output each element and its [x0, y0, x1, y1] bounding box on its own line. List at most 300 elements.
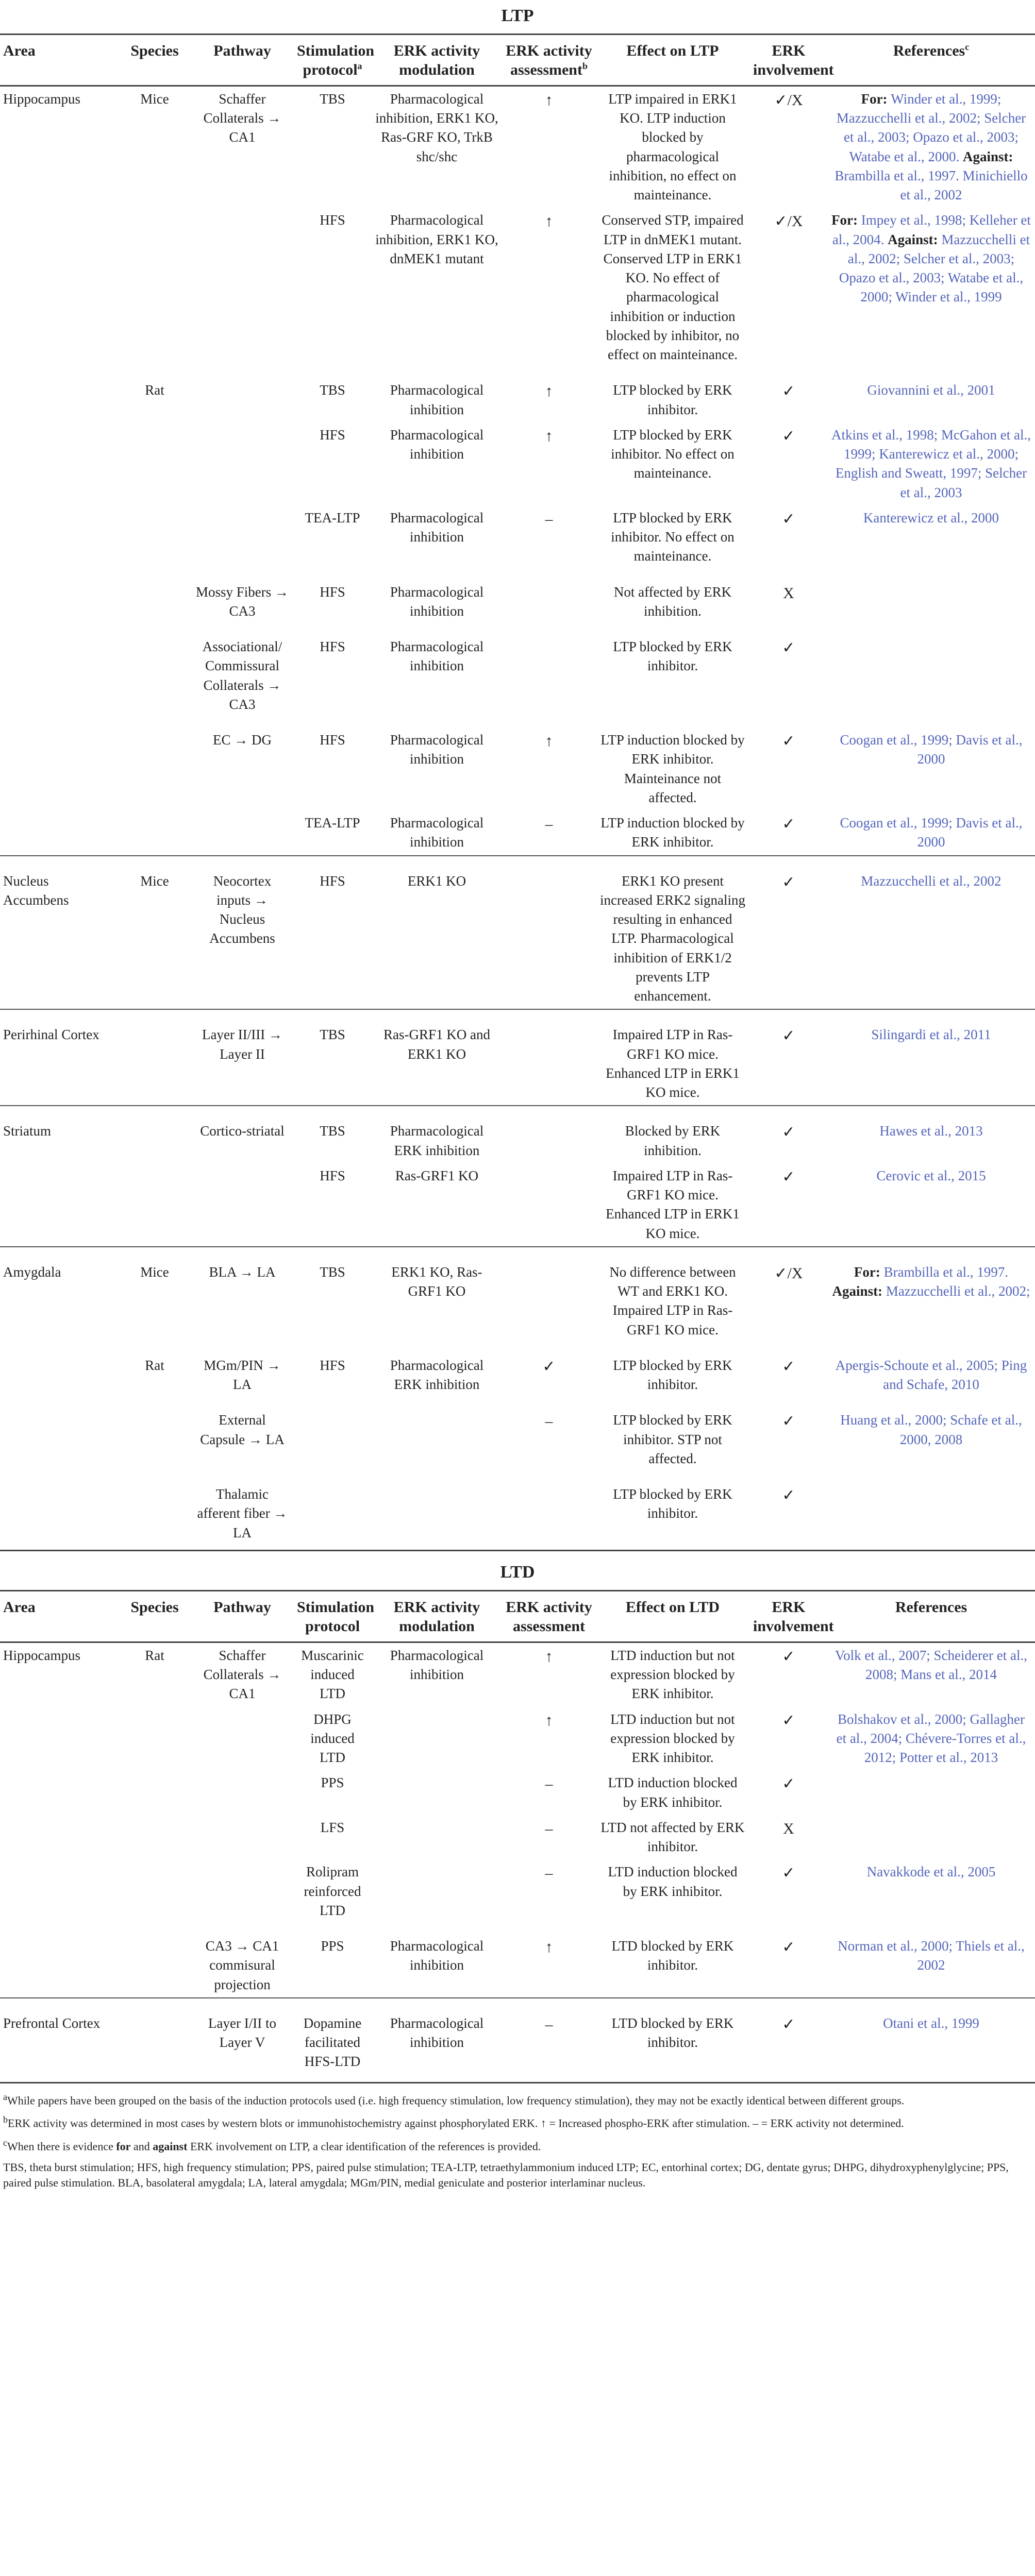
cell-effect: LTD not affected by ERK inhibitor. [600, 1819, 745, 1855]
reference-link[interactable]: Mazzucchelli et al., 2002; [886, 1283, 1030, 1299]
cell-assessment: ↑ [545, 733, 553, 750]
reference-link[interactable]: Giovannini et al., 2001 [867, 382, 995, 398]
cell-area: Striatum [0, 1106, 119, 1163]
reference-link[interactable]: Gallagher et al., 2004; [836, 1711, 1025, 1746]
cell-involvement: ✓ [782, 1775, 795, 1793]
col-header-involvement: ERK involvement [750, 35, 827, 86]
cell-protocol: HFS [320, 732, 345, 748]
cell-protocol: TEA-LTP [305, 815, 360, 831]
table-row [0, 1923, 1035, 1998]
cell-involvement: ✓ [782, 1711, 795, 1729]
cell-effect: LTD induction blocked by ERK inhibitor. [608, 1775, 738, 1810]
cell-involvement: ✓ [782, 1648, 795, 1665]
col-header-effect: Effect on LTD [595, 1591, 750, 1642]
cell-references [827, 624, 1035, 717]
col-header-pathway: Pathway [191, 1591, 294, 1642]
table-row [0, 86, 1035, 208]
col-header-species: Species [119, 1591, 191, 1642]
cell-species [119, 1009, 191, 1106]
cell-modulation [371, 1770, 503, 1815]
cell-assessment: – [545, 510, 553, 528]
cell-involvement: ✓ [782, 1413, 795, 1430]
cell-assessment: – [503, 1998, 595, 2075]
cell-references [827, 1815, 1035, 1860]
cell-pathway: External Capsule → LA [200, 1412, 285, 1447]
cell-effect: Not affected by ERK inhibition. [613, 584, 732, 619]
cell-pathway: Mossy Fibers → CA3 [195, 584, 289, 619]
cell-modulation: Pharmacological inhibition [390, 639, 484, 674]
cell-references [827, 856, 1035, 1010]
reference-link[interactable]: Kelleher et al., 2004. [832, 212, 1031, 247]
cell-pathway: Neocortex inputs → Nucleus Accumbens [191, 856, 294, 1010]
cell-references [827, 422, 1035, 505]
cell-area [0, 569, 119, 624]
cell-modulation: Pharmacological inhibition [390, 815, 484, 850]
cell-modulation: Pharmacological inhibition [390, 382, 484, 417]
cell-species: Mice [119, 856, 191, 1010]
cell-involvement: ✓ [782, 1358, 795, 1375]
cell-involvement: ✓ [782, 427, 795, 445]
table-row [0, 1106, 1035, 1163]
reference-link[interactable]: Atkins et al., 1998; [831, 427, 942, 443]
cell-references [827, 208, 1035, 367]
cell-protocol: Rolipram reinforced LTD [304, 1864, 361, 1918]
col-header-effect: Effect on LTP [595, 35, 750, 86]
cell-modulation: Pharmacological inhibition [390, 1938, 484, 1973]
cell-effect: LTP blocked by ERK inhibitor. [613, 639, 732, 674]
ltp-header-row [0, 35, 1035, 86]
table-footnotes [0, 2082, 1035, 2191]
cell-species [119, 1998, 191, 2075]
cell-references [827, 717, 1035, 810]
reference-link[interactable]: Opazo et al., 2003; [839, 270, 948, 286]
reference-link[interactable]: Winder et al., 1999; [891, 91, 1001, 107]
ltp-table-body [0, 86, 1035, 1546]
cell-species [119, 1923, 191, 1998]
cell-assessment: ↑ [545, 91, 553, 109]
cell-assessment: ↑ [545, 427, 553, 445]
cell-involvement: X [783, 1820, 794, 1837]
reference-link[interactable]: Ping and Schafe, 2010 [883, 1357, 1027, 1393]
cell-protocol: HFS [320, 427, 345, 443]
table-row [0, 367, 1035, 422]
cell-protocol: Dopamine facilitated HFS-LTD [294, 1998, 371, 2075]
cell-protocol: DHPG induced LTD [310, 1711, 355, 1766]
cell-assessment: ↑ [545, 1939, 553, 1956]
cell-modulation: Ras-GRF1 KO and ERK1 KO [371, 1009, 503, 1106]
cell-involvement: ✓ [750, 856, 827, 1010]
reference-link[interactable]: Brambilla et al., 1997. [883, 1264, 1009, 1280]
cell-references [827, 1343, 1035, 1398]
cell-pathway [191, 505, 294, 569]
cell-effect: LTP blocked by ERK inhibitor. STP not affected. [613, 1412, 732, 1466]
cell-pathway [191, 367, 294, 422]
cell-protocol [294, 1471, 371, 1546]
reference-link[interactable]: Scheiderer et al., 2008; [865, 1647, 1027, 1683]
col-header-modulation: ERK activity modulation [371, 1591, 503, 1642]
cell-species [119, 1106, 191, 1163]
cell-involvement: ✓ [782, 1487, 795, 1504]
cell-references [827, 86, 1035, 208]
table-row [0, 1163, 1035, 1247]
reference-link[interactable]: Mazzucchelli et al., 2002; [847, 231, 1030, 266]
reference-link[interactable]: Selcher et al., 2003; [903, 250, 1015, 266]
cell-area [0, 1770, 119, 1815]
reference-link[interactable]: Watabe et al., 2000; [860, 270, 1024, 305]
cell-area: Prefrontal Cortex [0, 1998, 119, 2075]
cell-modulation: Pharmacological inhibition [390, 584, 484, 619]
cell-area [0, 422, 119, 505]
cell-involvement: ✓ [750, 1106, 827, 1163]
cell-effect: LTD blocked by ERK inhibitor. [595, 1998, 750, 2075]
cell-references [827, 1247, 1035, 1343]
reference-group-label: For: [861, 91, 891, 107]
cell-effect: Blocked by ERK inhibition. [595, 1106, 750, 1163]
cell-protocol: TBS [294, 1106, 371, 1163]
col-header-involvement: ERK involvement [750, 1591, 827, 1642]
cell-involvement: ✓ [782, 510, 795, 528]
col-header-references: References$^c$ [827, 35, 1035, 86]
table-row [0, 208, 1035, 367]
cell-assessment: ↑ [545, 1648, 553, 1665]
cell-references [827, 505, 1035, 569]
reference-link[interactable]: Volk et al., 2007; [835, 1647, 934, 1663]
cell-modulation: Ras-GRF1 KO [395, 1167, 479, 1183]
reference-link[interactable]: Cerovic et al., 2015 [876, 1167, 986, 1183]
cell-protocol: HFS [320, 1357, 345, 1373]
cell-modulation: ERK1 KO [371, 856, 503, 1010]
cell-species [119, 505, 191, 569]
table-row [0, 1770, 1035, 1815]
cell-assessment [503, 624, 595, 717]
table-row [0, 717, 1035, 810]
reference-link[interactable]: Norman et al., 2000; [838, 1938, 956, 1954]
cell-effect: Impaired LTP in Ras-GRF1 KO mice. Enhanced LTP in ERK1 KO mice. [606, 1167, 740, 1241]
col-header-area: Area [0, 1591, 119, 1642]
cell-species [119, 422, 191, 505]
cell-species [119, 208, 191, 367]
cell-effect: LTP blocked by ERK inhibitor. [613, 1357, 732, 1393]
cell-involvement: ✓ [782, 1939, 795, 1956]
table-row [0, 1642, 1035, 1706]
cell-area: Amygdala [0, 1247, 119, 1343]
cell-assessment [503, 1471, 595, 1546]
cell-references [827, 1770, 1035, 1815]
reference-link[interactable]: Bolshakov et al., 2000; [838, 1711, 970, 1727]
cell-involvement: ✓/X [774, 91, 803, 109]
ltd-section-title: LTD [0, 1550, 1035, 1591]
reference-link[interactable]: Apergis-Schoute et al., 2005; [835, 1357, 1001, 1373]
cell-effect: LTP impaired in ERK1 KO. LTP induction blocked by pharmacological inhibition, no effect on mainteinance. [608, 91, 737, 203]
cell-assessment [503, 1247, 595, 1343]
cell-modulation: Pharmacological inhibition [390, 427, 484, 462]
cell-involvement: ✓ [782, 383, 795, 400]
ltd-table [0, 1591, 1035, 2075]
footnote-abbreviations: TBS, theta burst stimulation; HFS, high frequency stimulation; PPS, paired pulse stimulation; TEA-LTP, tetraethylammonium induced LTP; EC, entorhinal cortex; DG, dentate gyrus; DHPG, dihydroxyphenylglycine; PPS, paired pulse stimulation. BLA, basolateral amygdala; LA, lateral amygdala; MGm/PIN, medial geniculate and posterior interlaminar nucleus. [3, 2160, 1009, 2189]
cell-protocol: PPS [321, 1938, 344, 1954]
reference-link[interactable]: Silingardi et al., 2011 [871, 1027, 991, 1043]
table-row [0, 1009, 1035, 1106]
ltp-table [0, 35, 1035, 1546]
table-row [0, 1815, 1035, 1860]
reference-link[interactable]: Huang et al., 2000; [840, 1412, 950, 1428]
reference-link[interactable]: Schafe et al., 2000, 2008 [899, 1412, 1022, 1447]
cell-effect: LTP blocked by ERK inhibitor. [613, 1486, 732, 1521]
cell-assessment: – [545, 1775, 553, 1793]
cell-protocol: LFS [320, 1819, 345, 1835]
reference-group-label: Against: [832, 1283, 886, 1299]
cell-species: Rat [145, 382, 164, 398]
cell-involvement: ✓ [782, 1168, 795, 1185]
cell-references [827, 1707, 1035, 1771]
cell-species [119, 1815, 191, 1860]
cell-effect: LTD induction but not expression blocked by ERK inhibitor. [610, 1647, 735, 1702]
cell-area [0, 1163, 119, 1247]
table-row [0, 505, 1035, 569]
cell-references [827, 1106, 1035, 1163]
cell-modulation [371, 1707, 503, 1771]
cell-effect: LTD induction blocked by ERK inhibitor. [608, 1864, 738, 1899]
ltp-section-title: LTP [0, 0, 1035, 35]
cell-modulation [371, 1815, 503, 1860]
cell-species [119, 1471, 191, 1546]
cell-pathway: Layer II/III → Layer II [191, 1009, 294, 1106]
cell-protocol: TBS [294, 1009, 371, 1106]
cell-area [0, 717, 119, 810]
col-header-area: Area [0, 35, 119, 86]
ltd-table-body [0, 1642, 1035, 2074]
reference-link[interactable]: Selcher et al., 2003 [900, 465, 1027, 500]
cell-assessment [503, 569, 595, 624]
footnote-c: $^c$When there is evidence for and against ERK involvement on LTP, a clear identification of the references is provided. [3, 2137, 541, 2153]
cell-pathway: Thalamic afferent fiber → LA [197, 1486, 288, 1540]
cell-area [0, 1471, 119, 1546]
cell-species: Rat [145, 1357, 164, 1373]
cell-pathway: EC → DG [213, 732, 272, 748]
cell-assessment [503, 1009, 595, 1106]
cell-effect: No difference between WT and ERK1 KO. Impaired LTP in Ras-GRF1 KO mice. [595, 1247, 750, 1343]
reference-link[interactable]: Selcher et al., 2003; [844, 110, 1026, 145]
cell-protocol: TEA-LTP [305, 510, 360, 526]
cell-species [119, 624, 191, 717]
reference-link[interactable]: Davis et al., 2000 [917, 732, 1023, 767]
cell-protocol: TBS [294, 1247, 371, 1343]
reference-link[interactable]: Chévere-Torres et al., 2012; [864, 1730, 1026, 1766]
reference-link[interactable]: English and Sweatt, 1997; [835, 465, 986, 481]
cell-effect: LTP blocked by ERK inhibitor. [613, 382, 732, 417]
cell-area [0, 1343, 119, 1398]
cell-protocol: HFS [320, 1167, 345, 1183]
cell-pathway: Associational/ Commissural Collaterals → CA3 [202, 639, 282, 712]
table-row [0, 1247, 1035, 1343]
cell-modulation: Pharmacological inhibition [390, 510, 484, 545]
cell-references [827, 1471, 1035, 1546]
cell-references [827, 810, 1035, 856]
reference-link[interactable]: Mans et al., 2014 [900, 1667, 997, 1683]
cell-assessment: – [545, 1820, 553, 1837]
reference-link[interactable]: Navakkode et al., 2005 [866, 1864, 996, 1880]
cell-references [827, 1009, 1035, 1106]
reference-link[interactable]: Mazzucchelli et al., 2002; [836, 110, 984, 126]
cell-pathway [191, 1815, 294, 1860]
cell-involvement: ✓ [750, 1009, 827, 1106]
table-row [0, 1998, 1035, 2075]
table-row [0, 422, 1035, 505]
cell-references [827, 1923, 1035, 1998]
cell-modulation [371, 1397, 503, 1471]
reference-group-label: Against: [888, 231, 942, 247]
cell-pathway: CA3 → CA1 commisural projection [205, 1938, 279, 1992]
reference-group-label: For: [854, 1264, 884, 1280]
cell-modulation: Pharmacological inhibition, ERK1 KO, Ras-GRF KO, TrkB shc/shc [375, 91, 498, 164]
table-row [0, 624, 1035, 717]
reference-link[interactable]: Mazzucchelli et al., 2002 [861, 873, 1001, 889]
cell-protocol: Muscarinic induced LTD [301, 1647, 364, 1702]
col-header-pathway: Pathway [191, 35, 294, 86]
cell-references [827, 1163, 1035, 1247]
cell-area [0, 1707, 119, 1771]
reference-group-label: Against: [962, 148, 1013, 164]
cell-modulation [371, 1859, 503, 1923]
cell-pathway [191, 810, 294, 856]
cell-species [119, 569, 191, 624]
cell-effect: LTD induction but not expression blocked by ERK inhibitor. [610, 1711, 735, 1766]
cell-effect: LTP blocked by ERK inhibitor. No effect on mainteinance. [611, 510, 734, 564]
cell-assessment: – [545, 1413, 553, 1430]
cell-pathway [191, 1707, 294, 1771]
cell-species [119, 1707, 191, 1771]
col-header-references: References [827, 1591, 1035, 1642]
cell-pathway: MGm/PIN → LA [204, 1357, 281, 1393]
cell-effect: LTP induction blocked by ERK inhibitor. [600, 815, 745, 850]
cell-modulation: Pharmacological inhibition [390, 732, 484, 767]
cell-references [827, 569, 1035, 624]
reference-link[interactable]: Watabe et al., 2000. [849, 148, 963, 164]
table-row [0, 1859, 1035, 1923]
cell-protocol: HFS [320, 639, 345, 655]
cell-references [827, 367, 1035, 422]
cell-modulation: Pharmacological inhibition, ERK1 KO, dnMEK1 mutant [375, 212, 498, 266]
cell-assessment [503, 1163, 595, 1247]
table-row [0, 856, 1035, 1010]
cell-protocol: HFS [294, 856, 371, 1010]
cell-protocol: PPS [321, 1775, 344, 1791]
col-header-protocol: Stimulation protocol [294, 1591, 371, 1642]
reference-link[interactable]: Otani et al., 1999 [883, 2015, 979, 2031]
cell-area [0, 1923, 119, 1998]
reference-link[interactable]: Winder et al., 1999 [895, 289, 1002, 305]
cell-modulation [371, 1471, 503, 1546]
cell-involvement: ✓ [782, 639, 795, 657]
cell-assessment: ↑ [545, 383, 553, 400]
cell-modulation: Pharmacological inhibition [371, 1998, 503, 2075]
cell-references [827, 1642, 1035, 1706]
cell-involvement: ✓ [782, 1865, 795, 1882]
cell-species: Rat [145, 1647, 164, 1663]
cell-effect: Impaired LTP in Ras-GRF1 KO mice. Enhanced LTP in ERK1 KO mice. [595, 1009, 750, 1106]
cell-assessment: – [545, 1865, 553, 1882]
cell-assessment [503, 856, 595, 1010]
cell-pathway [191, 1163, 294, 1247]
cell-area [0, 1859, 119, 1923]
col-header-modulation: ERK activity modulation [371, 35, 503, 86]
reference-link[interactable]: Davis et al., 2000 [917, 815, 1023, 850]
cell-pathway [191, 208, 294, 367]
cell-references [827, 1998, 1035, 2075]
cell-pathway: Schaffer Collaterals → CA1 [203, 1647, 281, 1702]
reference-link[interactable]: Brambilla et al., 1997. [834, 167, 963, 183]
cell-effect: LTD blocked by ERK inhibitor. [611, 1938, 734, 1973]
cell-pathway [191, 1770, 294, 1815]
cell-assessment [503, 1106, 595, 1163]
table-row [0, 810, 1035, 856]
cell-involvement: ✓ [782, 816, 795, 833]
cell-modulation: Pharmacological ERK inhibition [371, 1106, 503, 1163]
reference-link[interactable]: Thiels et al., 2002 [917, 1938, 1025, 1973]
reference-link[interactable]: Coogan et al., 1999; [840, 732, 956, 748]
cell-protocol: TBS [320, 91, 345, 107]
cell-pathway: Cortico-striatal [191, 1106, 294, 1163]
reference-link[interactable]: Impey et al., 1998; [861, 212, 970, 228]
cell-involvement: ✓ [782, 733, 795, 750]
cell-assessment: – [545, 816, 553, 833]
reference-link[interactable]: Hawes et al., 2013 [879, 1123, 983, 1139]
table-row [0, 1707, 1035, 1771]
cell-species [119, 810, 191, 856]
cell-area: Hippocampus [3, 91, 80, 107]
cell-area: Nucleus Accumbens [0, 856, 119, 1010]
cell-modulation: Pharmacological inhibition [390, 1647, 484, 1683]
reference-link[interactable]: Coogan et al., 1999; [840, 815, 956, 831]
cell-effect: LTP blocked by ERK inhibitor. No effect on mainteinance. [611, 427, 734, 481]
cell-pathway [191, 1859, 294, 1923]
cell-species [119, 1859, 191, 1923]
reference-link[interactable]: Minichiello et al., 2002 [900, 167, 1028, 203]
cell-species: Mice [119, 1247, 191, 1343]
cell-area [0, 367, 119, 422]
cell-assessment: ↑ [545, 1711, 553, 1729]
footnote-a: $^a$While papers have been grouped on the basis of the induction protocols used (i.e. high frequency stimulation, low frequency stimulation), they may not be exactly identical between different groups. [3, 2091, 905, 2107]
cell-pathway: Layer I/II to Layer V [191, 1998, 294, 2075]
cell-area [0, 1815, 119, 1860]
cell-references [827, 1859, 1035, 1923]
reference-link[interactable]: Kanterewicz et al., 2000; [879, 446, 1019, 462]
reference-link[interactable]: Kanterewicz et al., 2000 [863, 510, 999, 526]
cell-effect: LTP induction blocked by ERK inhibitor. Mainteinance not affected. [600, 732, 745, 805]
cell-involvement: ✓/X [774, 213, 803, 230]
cell-area: Perirhinal Cortex [0, 1009, 119, 1106]
reference-link[interactable]: Potter et al., 2013 [899, 1750, 998, 1766]
reference-link[interactable]: McGahon et al., 1999; [844, 427, 1031, 462]
cell-involvement: X [783, 584, 794, 602]
col-header-protocol: Stimulation protocol$^a$ [294, 35, 371, 86]
cell-assessment: ✓ [542, 1358, 556, 1375]
footnote-b: $^b$ERK activity was determined in most cases by western blots or immunohistochemistry against phosphorylated ERK. ↑ = Increased phospho-ERK after stimulation. – = ERK activity not determined. [3, 2114, 904, 2130]
cell-area [0, 1397, 119, 1471]
col-header-assessment: ERK activity assessment$^b$ [503, 35, 595, 86]
col-header-assessment: ERK activity assessment [503, 1591, 595, 1642]
reference-link[interactable]: Opazo et al., 2003; [913, 129, 1019, 145]
table-row [0, 1471, 1035, 1546]
cell-effect: Conserved STP, impaired LTP in dnMEK1 mutant. Conserved LTP in ERK1 KO. No effect of pharmacological inhibition or induction blocked by inhibitor, no effect on mainteinance. [602, 212, 744, 363]
cell-involvement: ✓ [750, 1998, 827, 2075]
cell-assessment: ↑ [545, 213, 553, 230]
table-row [0, 569, 1035, 624]
cell-modulation: ERK1 KO, Ras-GRF1 KO [371, 1247, 503, 1343]
cell-protocol: HFS [320, 212, 345, 228]
table-row [0, 1397, 1035, 1471]
cell-area [0, 208, 119, 367]
